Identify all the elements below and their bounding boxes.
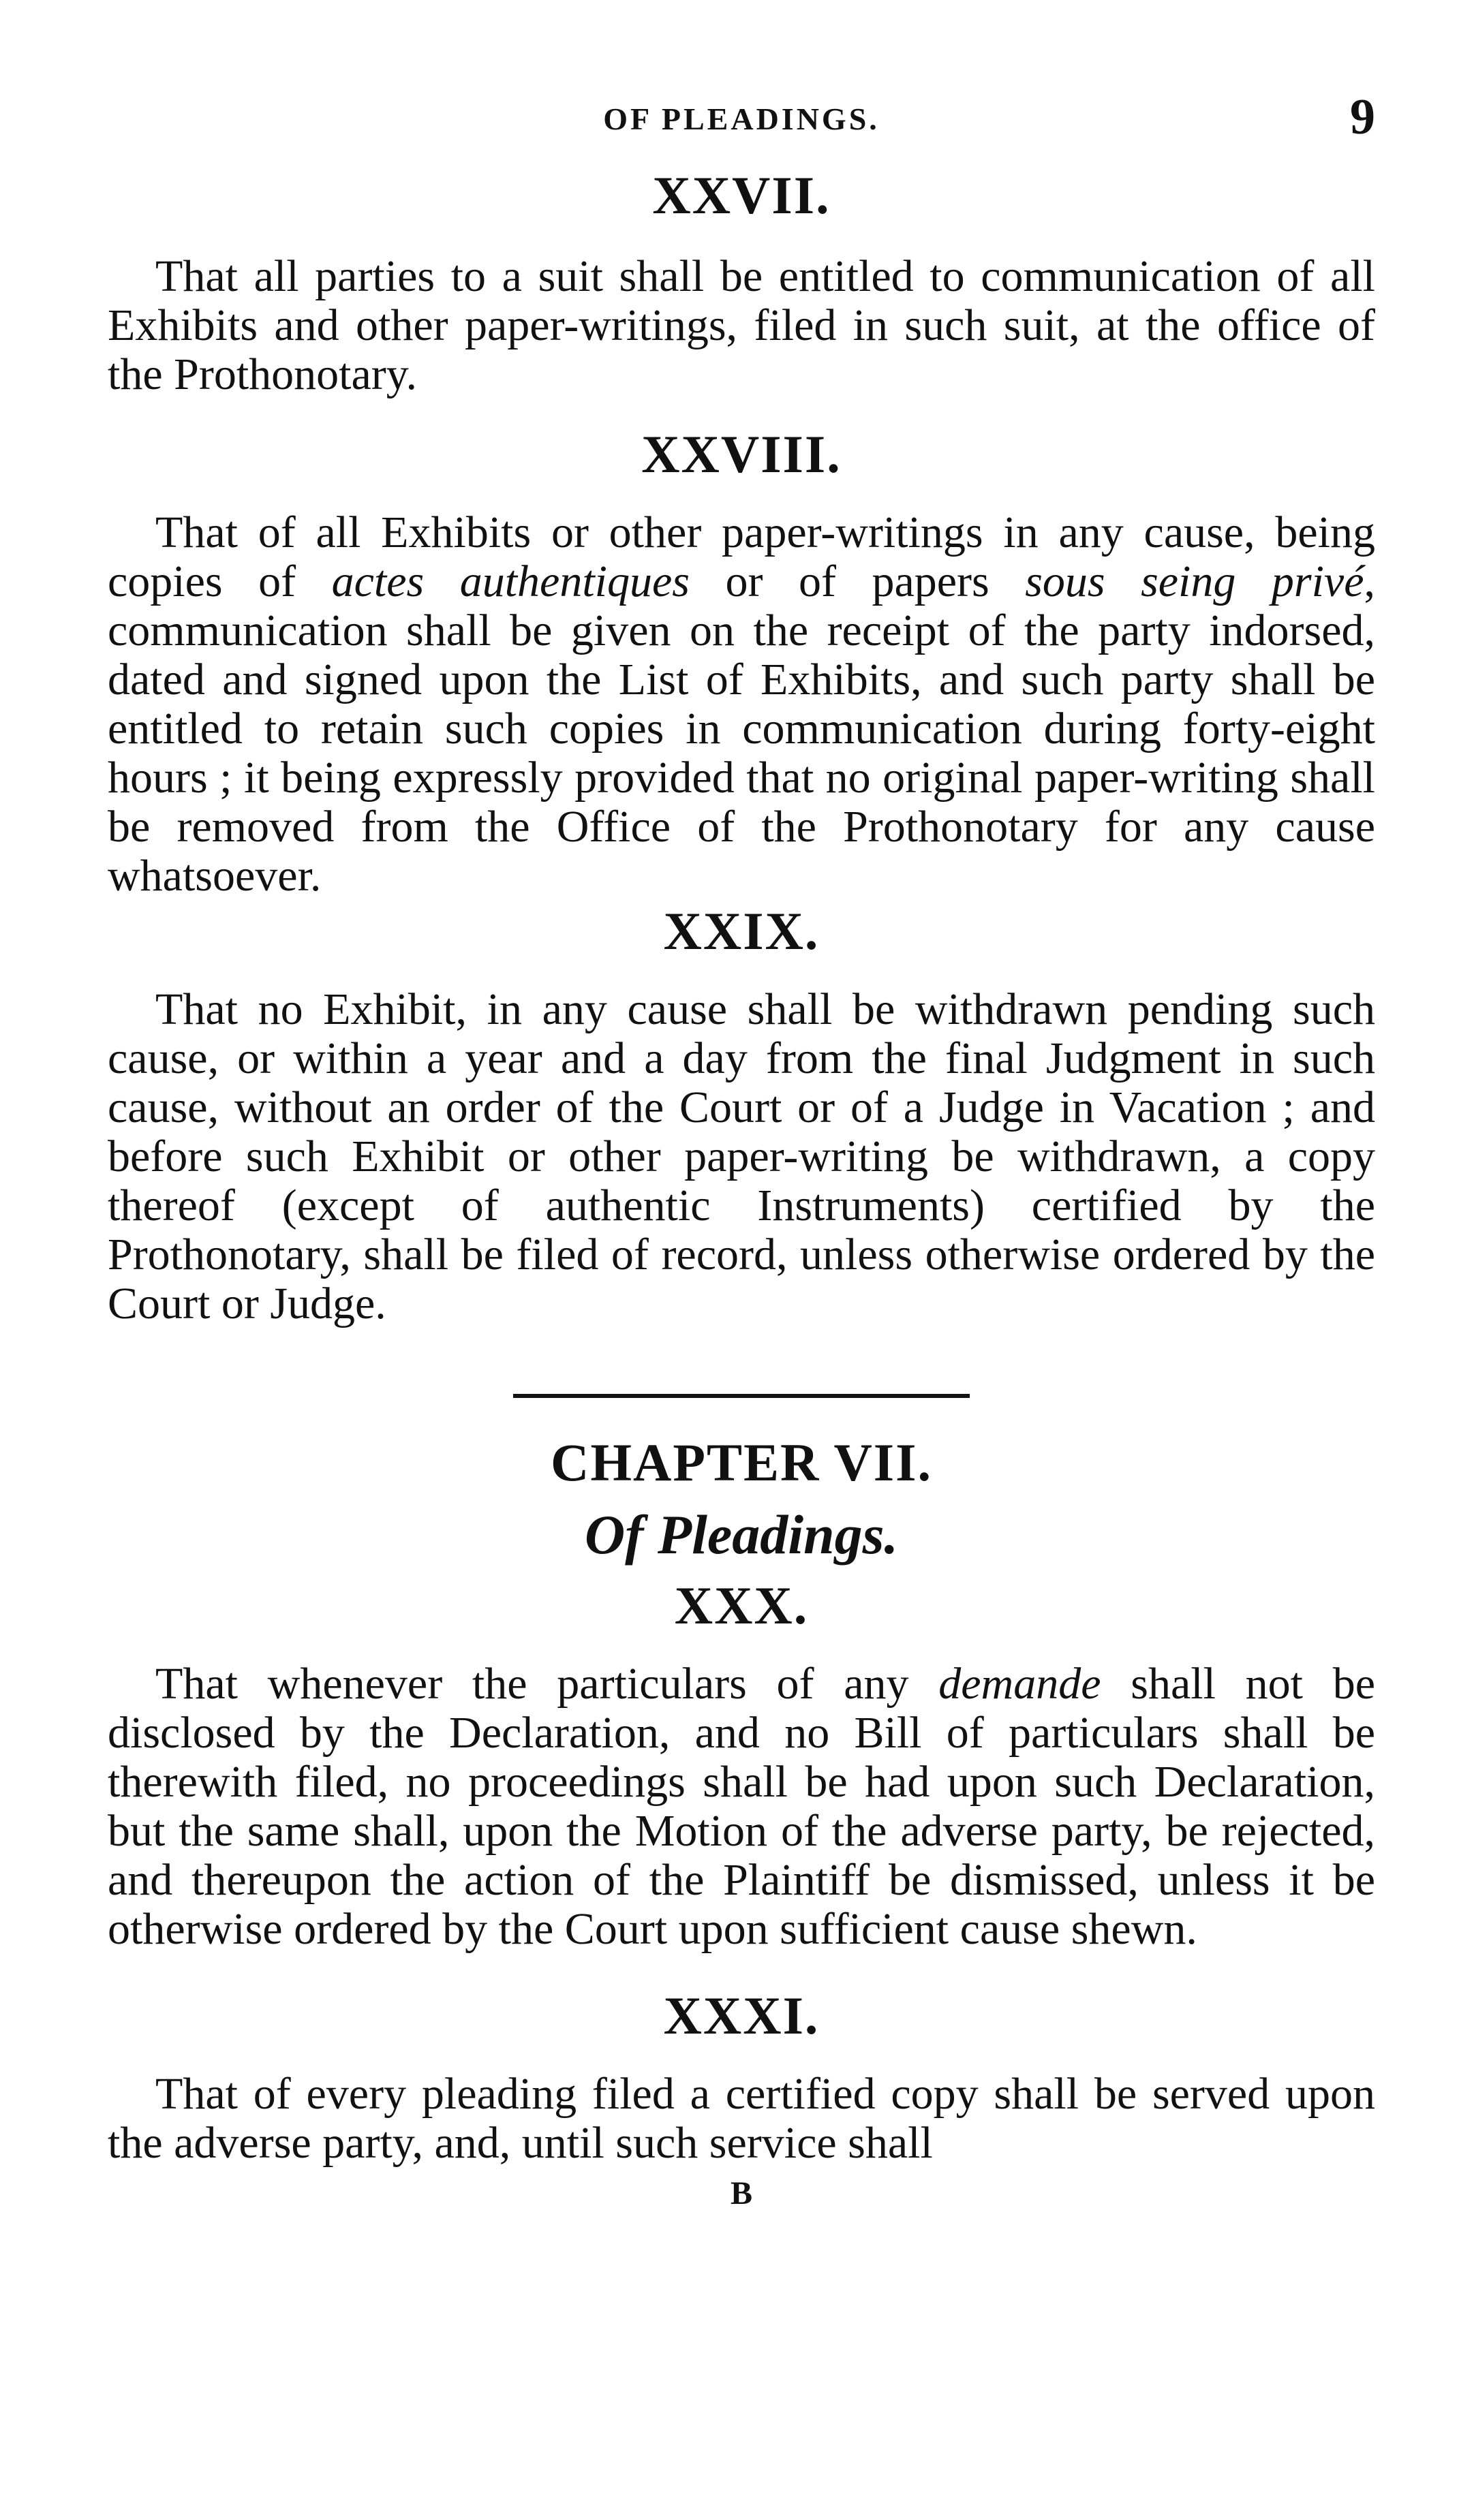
section-text-xxx [108, 1660, 1375, 1954]
italic-actes-authentiques: actes authentiques [331, 557, 690, 606]
signature-mark: B [730, 2175, 752, 2211]
page-number: 9 [1350, 89, 1375, 145]
section-text-xxviii-part-5: , communication shall be given on the receipt of the party indorsed, dated and signed upon the List of Exhibits, and such party shall be entitled to retain such copies in communication during forty-eight hours ; it being expressly provided that no original paper-writing shall be removed from the Office of the Prothonotary for any cause whatsoever. [108, 557, 1375, 901]
section-heading-xxx: XXX. [674, 1576, 809, 1635]
section-text-xxix-body: That no Exhibit, in any cause shall be withdrawn pending such cause, or within a year and a day from the final Judgment in such cause, without an order of the Court or of a Judge in Vacation ; and before such Exhibit or other paper-writing be withdrawn, a copy thereof (except of authentic Instruments) certified by the Prothonotary, shall be filed of record, unless otherwise ordered by the Court or Judge. [108, 984, 1375, 1328]
section-text-xxx-part-3: shall not be disclosed by the Declaration, and no Bill of particulars shall be therewith filed, no proceedings shall be had upon such Declaration, but the same shall, upon the Motion of the adverse party, be rejected, and thereupon the action of the Plaintiff be dismissed, unless it be otherwise ordered by the Court upon sufficient cause shewn. [108, 1659, 1375, 1954]
section-heading-xxxi: XXXI. [663, 1986, 820, 2045]
italic-sous-seing-prive: sous seing privé [1025, 557, 1364, 606]
section-text-xxvii [108, 252, 1375, 399]
section-text-xxviii-part-3: or of papers [690, 557, 1026, 606]
section-text-xxvii-body: That all parties to a suit shall be entitled to communication of all Exhibits and other paper-writings, filed in such suit, at the office of the Prothonotary. [108, 251, 1375, 399]
section-text-xxxi-body: That of every pleading filed a certified copy shall be served upon the adverse party, and, until such service shall [108, 2069, 1375, 2168]
section-heading-xxvii: XXVII. [652, 166, 831, 225]
section-text-xxviii-part-1: That of all Exhibits or other paper-writings in any cause, being copies of [108, 508, 1375, 606]
section-text-xxx-part-1: That whenever the particulars of any [155, 1659, 939, 1709]
chapter-subtitle: Of Pleadings. [584, 1504, 899, 1566]
chapter-divider-rule [513, 1394, 970, 1398]
section-text-xxviii [108, 508, 1375, 901]
section-heading-xxix: XXIX. [663, 901, 820, 961]
running-title: OF PLEADINGS. [603, 102, 880, 136]
section-heading-xxviii: XXVIII. [641, 424, 842, 484]
section-text-xxix [108, 985, 1375, 1328]
italic-demande: demande [938, 1659, 1101, 1709]
chapter-heading: CHAPTER VII. [551, 1433, 932, 1492]
running-header [108, 89, 1375, 164]
book-page [108, 89, 1375, 2212]
section-text-xxxi [108, 2070, 1375, 2168]
